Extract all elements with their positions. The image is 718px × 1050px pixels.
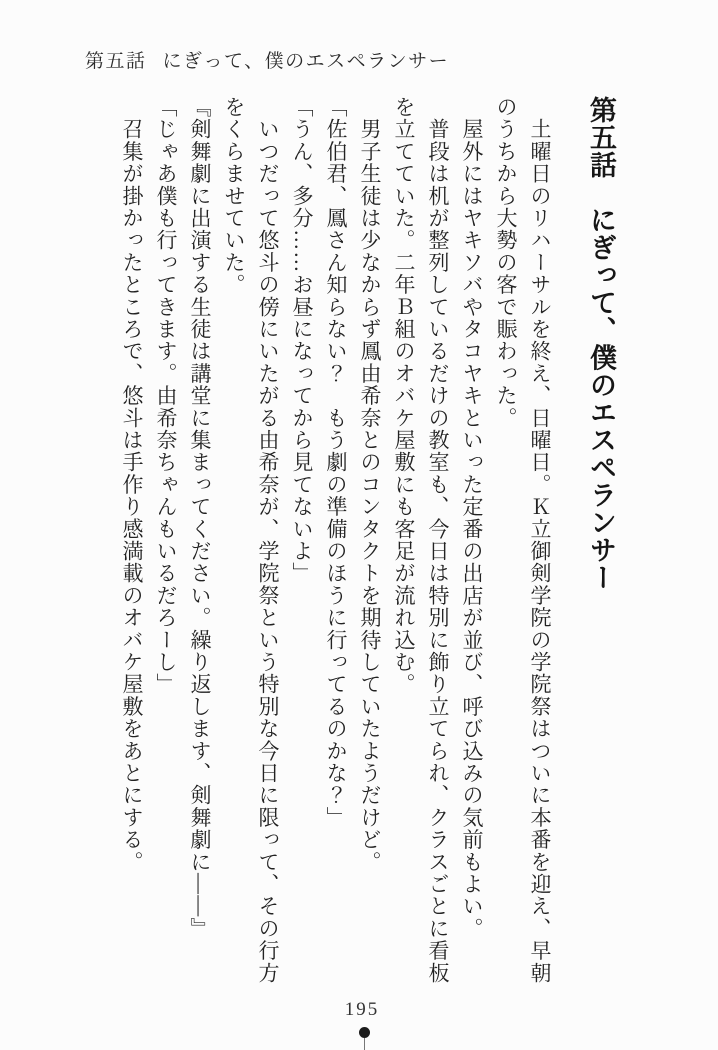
text-column: を立てていた。二年Ｂ組のオバケ屋敷にも客足が流れ込む。 (392, 96, 416, 696)
text-column: のうちから大勢の客で賑わった。 (494, 96, 518, 429)
main-text (115, 96, 623, 998)
text-column: 『剣舞劇に出演する生徒は講堂に集まってください。繰り返します、剣舞劇に――』 (188, 96, 212, 940)
text-column: 土曜日のリハーサルを終え、日曜日。Ｋ立御剣学院の学院祭はついに本番を迎え、早朝 (528, 96, 552, 984)
running-header (85, 46, 449, 73)
text-column: 普段は机が整列しているだけの教室も、今日は特別に飾り立てられ、クラスごとに看板 (426, 96, 450, 984)
page-number: 195 (344, 999, 380, 1020)
text-column: 屋外にはヤキソバやタコヤキといった定番の出店が並び、呼び込みの気前もよい。 (460, 96, 484, 940)
text-column: いつだって悠斗の傍にいたがる由希奈が、学院祭という特別な今日に限って、その行方 (256, 96, 280, 984)
text-column: 男子生徒は少なからず鳳由希奈とのコンタクトを期待していたようだけど。 (358, 96, 382, 873)
text-column: 「佐伯君、鳳さん知らない？ もう劇の準備のほうに行ってるのかな？」 (324, 96, 348, 829)
text-column: をくらませていた。 (222, 96, 246, 296)
chapter-title-column: 第五話 にぎって、僕のエスペランサー (586, 96, 616, 591)
text-column: 「じゃあ僕も行ってきます。由希奈ちゃんもいるだろーし」 (154, 96, 178, 696)
header-chapter-title-label: にぎって、僕のエスペランサー (162, 51, 450, 72)
text-column: 「うん、多分……お昼になってから見てないよ」 (290, 96, 314, 585)
header-chapter-label: 第五話 (85, 51, 147, 72)
text-column: 召集が掛かったところで、悠斗は手作り感満載のオバケ屋敷をあとにする。 (120, 96, 144, 873)
binding-mark-line (364, 1038, 365, 1050)
center-dot-mark (359, 1027, 370, 1038)
